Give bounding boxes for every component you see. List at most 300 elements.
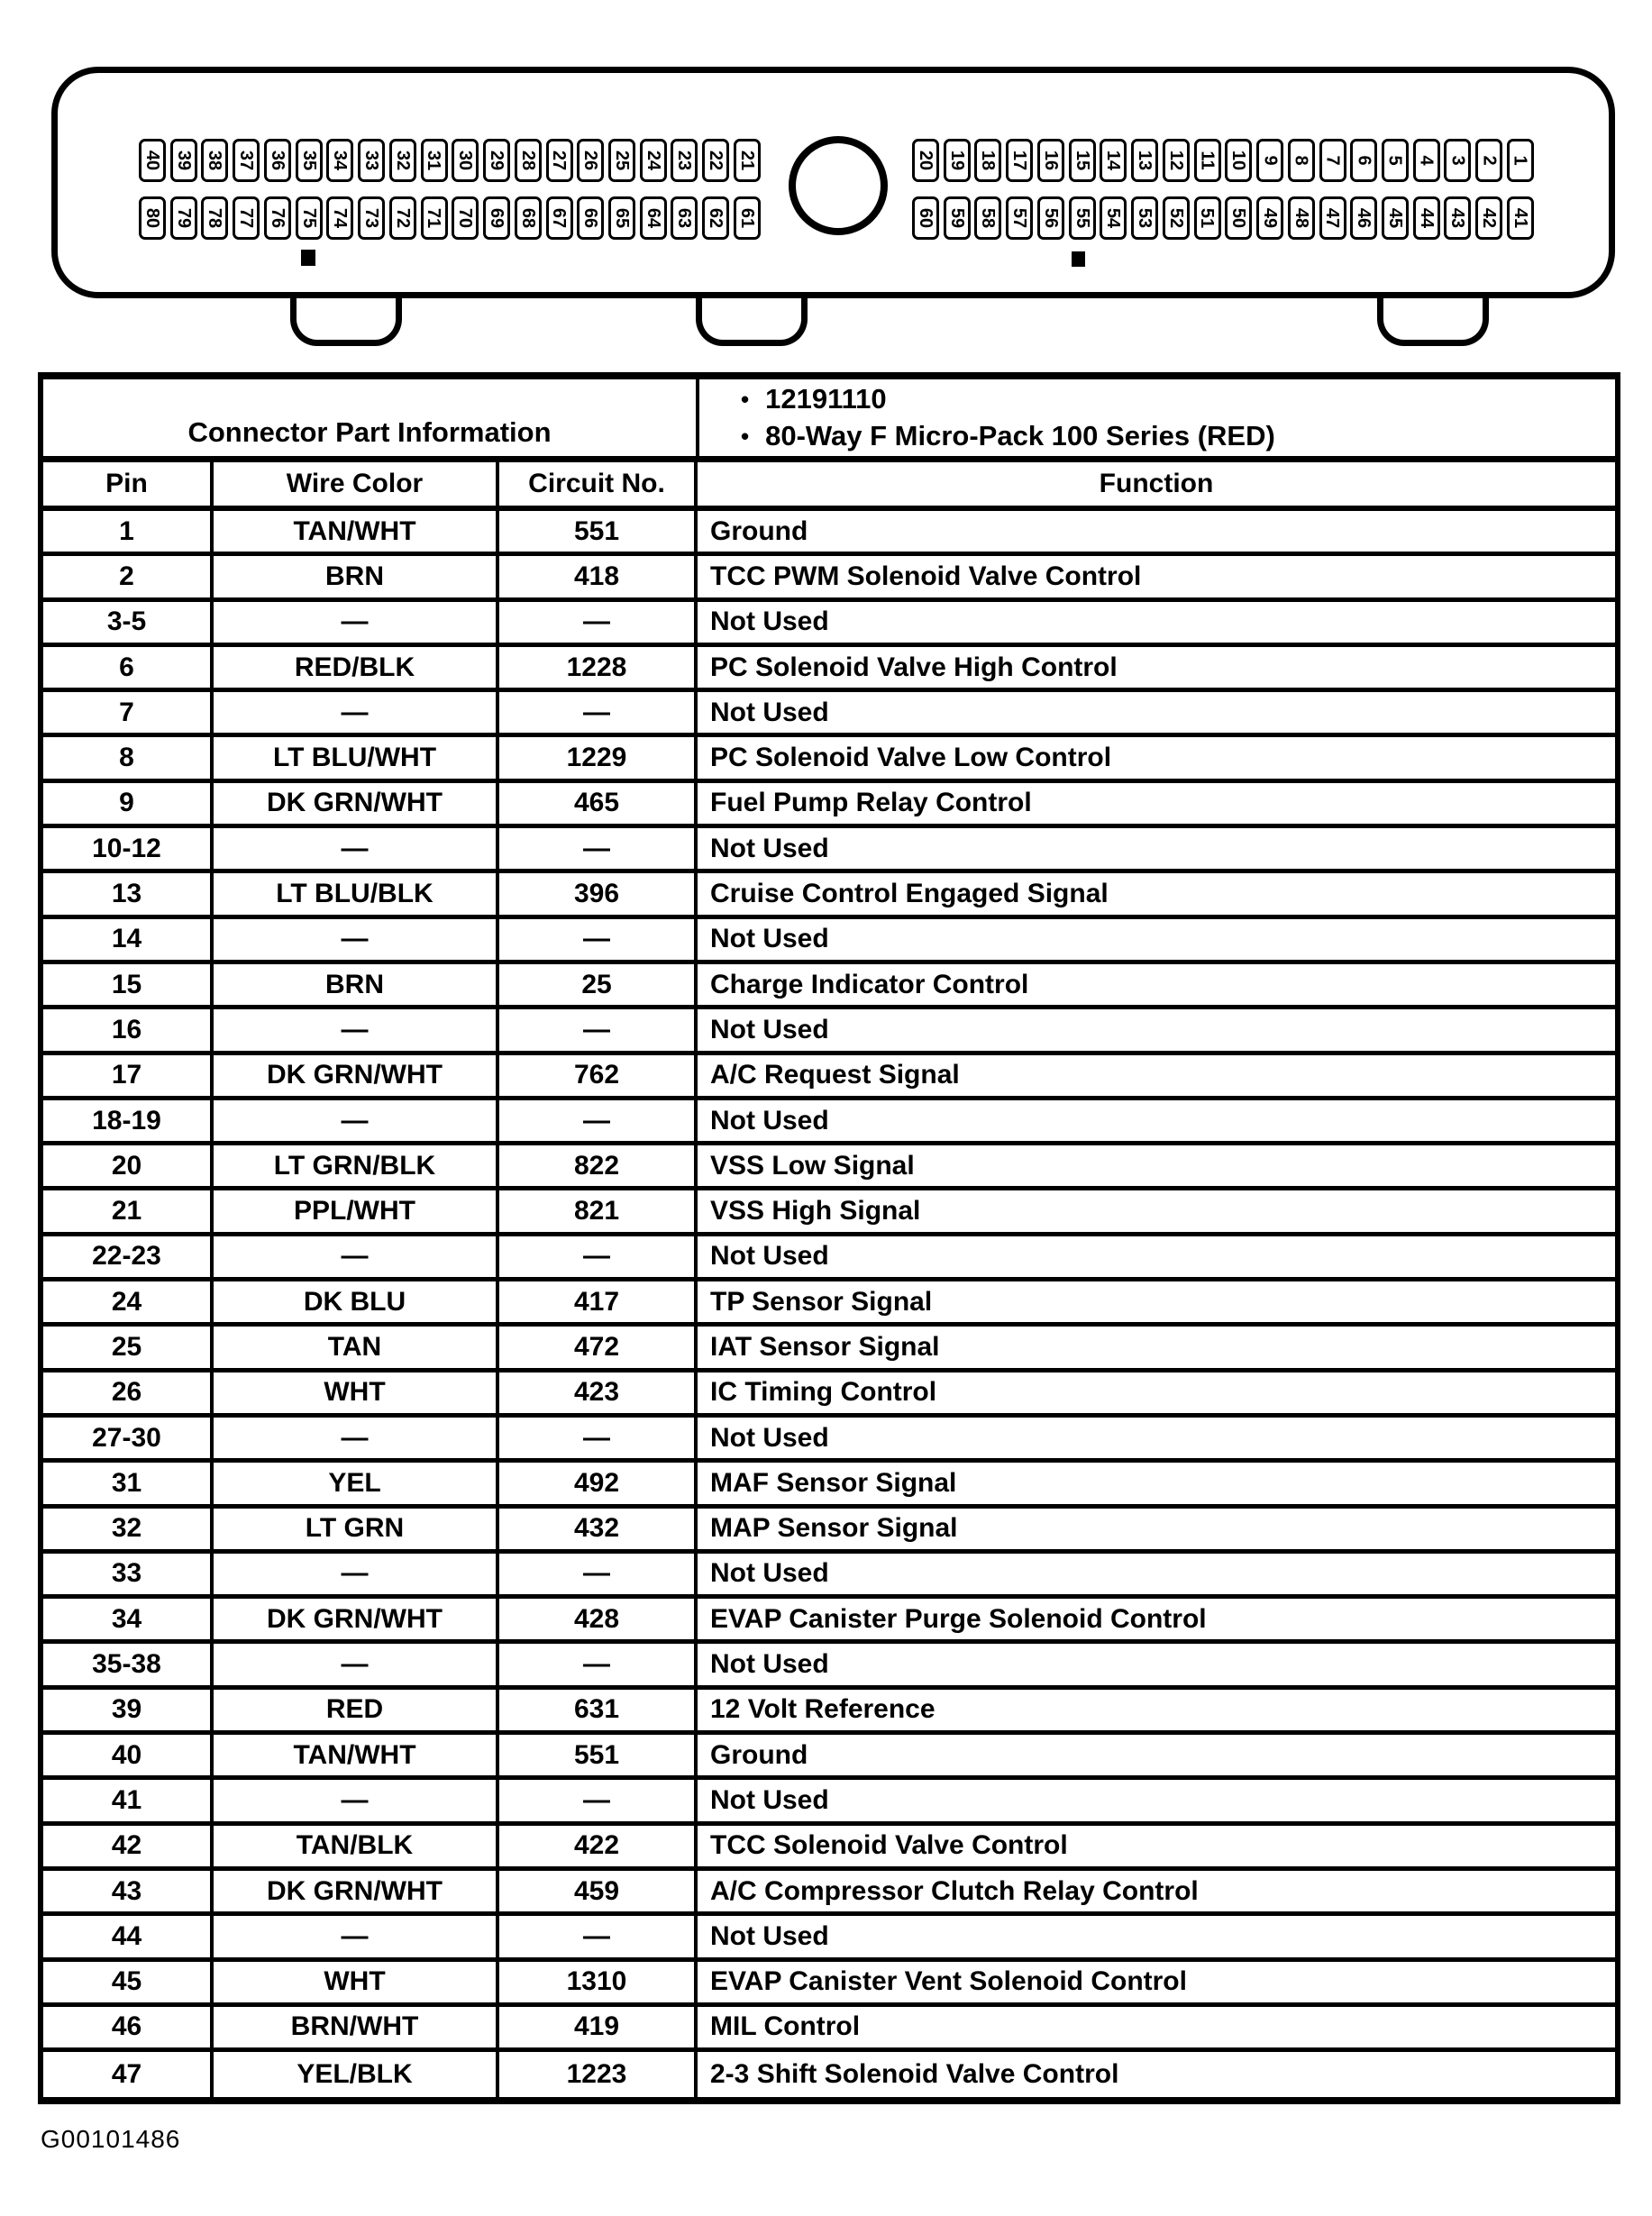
wire-color-cell: — bbox=[214, 1009, 499, 1050]
table-row bbox=[43, 919, 1615, 964]
pin-box bbox=[201, 196, 228, 240]
pin-number: 54 bbox=[1103, 207, 1124, 229]
pin-cell: 16 bbox=[43, 1009, 214, 1050]
wire-color-cell: RED bbox=[214, 1690, 499, 1730]
pin-box bbox=[671, 196, 698, 240]
pin-number: 11 bbox=[1197, 150, 1218, 170]
fn-cell: Not Used bbox=[710, 1784, 829, 1815]
fn-cell: MIL Control bbox=[710, 2011, 861, 2042]
circuit-cell: — bbox=[499, 602, 698, 643]
circuit-cell: 1228 bbox=[499, 647, 698, 688]
circuit-cell: — bbox=[499, 1100, 698, 1141]
pin-cell: 45 bbox=[43, 1962, 214, 2002]
pin-box bbox=[608, 139, 635, 182]
circuit-cell: — bbox=[499, 1554, 698, 1594]
pin-number: 76 bbox=[267, 207, 288, 229]
pin-cell: 40 bbox=[43, 1735, 214, 1775]
pin-number: 18 bbox=[978, 150, 999, 171]
pin-box bbox=[358, 139, 385, 182]
wire-color-cell: DK GRN/WHT bbox=[214, 1871, 499, 1911]
pin-number: 6 bbox=[1354, 155, 1374, 166]
pin-box bbox=[170, 139, 197, 182]
pin-box bbox=[1256, 139, 1283, 182]
table-row bbox=[43, 1554, 1615, 1599]
pin-number: 53 bbox=[1135, 207, 1155, 229]
pin-number: 58 bbox=[978, 207, 999, 229]
table-row bbox=[43, 1690, 1615, 1735]
pin-number: 43 bbox=[1447, 207, 1468, 229]
pin-box bbox=[1444, 196, 1471, 240]
connector-series: 80-Way F Micro-Pack 100 Series (RED) bbox=[765, 419, 1275, 451]
table-row bbox=[43, 2007, 1615, 2052]
fn-cell: VSS High Signal bbox=[710, 1196, 921, 1227]
index-marker-left bbox=[301, 250, 315, 266]
circuit-cell: 432 bbox=[499, 1509, 698, 1549]
fn-cell: Charge Indicator Control bbox=[710, 969, 1029, 999]
pin-number: 67 bbox=[549, 207, 570, 229]
wire-color-cell: TAN/BLK bbox=[214, 1826, 499, 1866]
wire-color-cell: TAN/WHT bbox=[214, 1735, 499, 1775]
table-row bbox=[43, 692, 1615, 737]
pin-number: 29 bbox=[487, 150, 507, 171]
pin-number: 4 bbox=[1416, 155, 1437, 166]
pin-number: 15 bbox=[1072, 150, 1092, 171]
pin-box bbox=[577, 196, 604, 240]
pin-number: 21 bbox=[736, 150, 757, 171]
pin-row-right-bottom bbox=[912, 196, 1534, 240]
table-row bbox=[43, 1009, 1615, 1054]
wire-color-cell: WHT bbox=[214, 1372, 499, 1413]
circuit-cell: — bbox=[499, 1418, 698, 1458]
pin-number: 77 bbox=[236, 207, 257, 229]
table-row bbox=[43, 1509, 1615, 1554]
pin-number: 32 bbox=[392, 150, 413, 171]
bullet-icon: • bbox=[741, 422, 750, 450]
pin-number: 24 bbox=[643, 150, 663, 171]
table-row bbox=[43, 783, 1615, 828]
pin-box bbox=[264, 139, 291, 182]
pin-box bbox=[1288, 139, 1315, 182]
fn-cell: Not Used bbox=[710, 924, 829, 954]
pin-cell: 22-23 bbox=[43, 1236, 214, 1277]
pin-number: 2 bbox=[1479, 155, 1500, 166]
column-header-circuit-no: Circuit No. bbox=[499, 462, 698, 506]
table-row bbox=[43, 647, 1615, 692]
wire-color-cell: — bbox=[214, 1644, 499, 1684]
pin-box bbox=[671, 139, 698, 182]
pin-number: 46 bbox=[1354, 207, 1374, 229]
fn-cell: A/C Request Signal bbox=[710, 1060, 960, 1090]
pin-number: 22 bbox=[706, 150, 726, 171]
pin-box bbox=[326, 196, 353, 240]
fn-cell: VSS Low Signal bbox=[710, 1150, 915, 1181]
pin-box bbox=[1225, 139, 1252, 182]
pin-box bbox=[170, 196, 197, 240]
wire-color-cell: TAN bbox=[214, 1327, 499, 1367]
table-row bbox=[43, 964, 1615, 1009]
table-row bbox=[43, 1372, 1615, 1418]
circuit-cell: 423 bbox=[499, 1372, 698, 1413]
bullet-icon: • bbox=[741, 386, 750, 414]
pin-cell: 14 bbox=[43, 919, 214, 960]
pin-number: 10 bbox=[1228, 150, 1249, 171]
table-body bbox=[43, 511, 1615, 2097]
pin-box bbox=[452, 196, 479, 240]
index-marker-right bbox=[1072, 251, 1085, 267]
pin-box bbox=[483, 196, 510, 240]
pin-number: 30 bbox=[455, 150, 476, 171]
connector-series-line bbox=[741, 420, 1615, 452]
pin-box bbox=[296, 196, 323, 240]
pin-number: 62 bbox=[706, 207, 726, 229]
pin-cell: 41 bbox=[43, 1780, 214, 1820]
table-row bbox=[43, 511, 1615, 556]
pin-number: 16 bbox=[1040, 150, 1061, 171]
pin-box bbox=[1006, 139, 1033, 182]
pin-box bbox=[1444, 139, 1471, 182]
circuit-cell: 472 bbox=[499, 1327, 698, 1367]
pin-number: 69 bbox=[487, 207, 507, 229]
fn-cell: Not Used bbox=[710, 1422, 829, 1453]
wire-color-cell: TAN/WHT bbox=[214, 511, 499, 552]
pin-number: 74 bbox=[330, 207, 351, 229]
pin-box bbox=[389, 196, 416, 240]
pin-box bbox=[1288, 196, 1315, 240]
wire-color-cell: — bbox=[214, 602, 499, 643]
circuit-cell: 422 bbox=[499, 1826, 698, 1866]
pin-box bbox=[515, 196, 542, 240]
pin-number: 50 bbox=[1228, 207, 1249, 229]
pin-cell: 15 bbox=[43, 964, 214, 1005]
fn-cell: Fuel Pump Relay Control bbox=[710, 788, 1032, 818]
wire-color-cell: — bbox=[214, 1554, 499, 1594]
wire-color-cell: BRN bbox=[214, 964, 499, 1005]
pin-number: 72 bbox=[392, 207, 413, 229]
pin-number: 59 bbox=[946, 207, 967, 229]
circuit-cell: 822 bbox=[499, 1145, 698, 1186]
pin-cell: 43 bbox=[43, 1871, 214, 1911]
pin-box bbox=[139, 139, 166, 182]
fn-cell: Not Used bbox=[710, 1105, 829, 1135]
part-number-line bbox=[741, 383, 1615, 415]
pin-cell: 32 bbox=[43, 1509, 214, 1549]
table-row bbox=[43, 1962, 1615, 2007]
pin-number: 47 bbox=[1322, 207, 1343, 229]
table-row bbox=[43, 1599, 1615, 1644]
pin-number: 48 bbox=[1291, 207, 1311, 229]
pin-box bbox=[483, 139, 510, 182]
pin-number: 13 bbox=[1135, 150, 1155, 171]
fn-cell: Ground bbox=[710, 515, 808, 546]
pin-cell: 7 bbox=[43, 692, 214, 733]
pin-cell: 10-12 bbox=[43, 828, 214, 869]
pin-cell: 3-5 bbox=[43, 602, 214, 643]
circuit-cell: 1229 bbox=[499, 737, 698, 778]
circuit-cell: 492 bbox=[499, 1463, 698, 1503]
pin-box bbox=[421, 196, 448, 240]
pin-number: 52 bbox=[1165, 207, 1186, 229]
pin-cell: 27-30 bbox=[43, 1418, 214, 1458]
pin-number: 9 bbox=[1260, 155, 1281, 166]
pin-number: 36 bbox=[267, 150, 288, 171]
pin-number: 60 bbox=[916, 207, 936, 229]
circuit-cell: — bbox=[499, 1009, 698, 1050]
pin-number: 35 bbox=[298, 150, 319, 171]
pin-box bbox=[577, 139, 604, 182]
circuit-cell: 1223 bbox=[499, 2052, 698, 2097]
table-row bbox=[43, 2052, 1615, 2097]
pin-box bbox=[734, 139, 761, 182]
pin-box bbox=[702, 196, 729, 240]
figure-id-label: G00101486 bbox=[41, 2125, 181, 2153]
circuit-cell: — bbox=[499, 692, 698, 733]
wire-color-cell: BRN bbox=[214, 556, 499, 597]
table-row bbox=[43, 1327, 1615, 1372]
circuit-cell: 25 bbox=[499, 964, 698, 1005]
pin-row-right-top bbox=[912, 139, 1534, 182]
fn-cell: Not Used bbox=[710, 1241, 829, 1272]
pin-number: 38 bbox=[205, 150, 225, 171]
pin-box bbox=[1319, 196, 1346, 240]
wire-color-cell: PPL/WHT bbox=[214, 1190, 499, 1231]
wire-color-cell: DK GRN/WHT bbox=[214, 1599, 499, 1639]
pin-number: 51 bbox=[1197, 207, 1218, 229]
circuit-cell: 459 bbox=[499, 1871, 698, 1911]
pin-cell: 8 bbox=[43, 737, 214, 778]
pin-number: 71 bbox=[424, 207, 444, 229]
table-row bbox=[43, 1780, 1615, 1825]
circuit-cell: — bbox=[499, 828, 698, 869]
pin-box bbox=[1037, 196, 1064, 240]
wire-color-cell: LT BLU/WHT bbox=[214, 737, 499, 778]
table-row bbox=[43, 1055, 1615, 1100]
wire-color-cell: LT GRN bbox=[214, 1509, 499, 1549]
fn-cell: Not Used bbox=[710, 833, 829, 863]
table-row bbox=[43, 1463, 1615, 1508]
pin-cell: 6 bbox=[43, 647, 214, 688]
pin-number: 12 bbox=[1165, 150, 1186, 171]
circuit-cell: 465 bbox=[499, 783, 698, 824]
pin-cell: 2 bbox=[43, 556, 214, 597]
wire-color-cell: — bbox=[214, 1100, 499, 1141]
wire-color-cell: — bbox=[214, 1780, 499, 1820]
wire-color-cell: YEL bbox=[214, 1463, 499, 1503]
table-row bbox=[43, 1735, 1615, 1780]
table-row bbox=[43, 873, 1615, 918]
pin-box bbox=[1069, 196, 1096, 240]
circuit-cell: 428 bbox=[499, 1599, 698, 1639]
pin-box bbox=[1069, 139, 1096, 182]
column-header-function: Function bbox=[1099, 469, 1214, 498]
pin-box bbox=[734, 196, 761, 240]
pin-cell: 25 bbox=[43, 1327, 214, 1367]
pin-box bbox=[358, 196, 385, 240]
pin-box bbox=[912, 139, 939, 182]
circuit-cell: 1310 bbox=[499, 1962, 698, 2002]
table-column-headers bbox=[43, 462, 1615, 511]
fn-cell: 2-3 Shift Solenoid Valve Control bbox=[710, 2059, 1119, 2090]
fn-cell: Not Used bbox=[710, 606, 829, 637]
wire-color-cell: DK GRN/WHT bbox=[214, 783, 499, 824]
pin-number: 17 bbox=[1009, 150, 1030, 171]
pin-number: 80 bbox=[142, 207, 162, 229]
pin-cell: 39 bbox=[43, 1690, 214, 1730]
wire-color-cell: BRN/WHT bbox=[214, 2007, 499, 2047]
pin-cell: 21 bbox=[43, 1190, 214, 1231]
pin-box bbox=[1413, 139, 1440, 182]
pin-box bbox=[1256, 196, 1283, 240]
wire-color-cell: — bbox=[214, 919, 499, 960]
table-row bbox=[43, 1644, 1615, 1689]
pin-number: 14 bbox=[1103, 150, 1124, 171]
pin-cell: 34 bbox=[43, 1599, 214, 1639]
table-row bbox=[43, 828, 1615, 873]
pin-number: 25 bbox=[612, 150, 633, 171]
pin-box bbox=[1100, 196, 1127, 240]
circuit-cell: 419 bbox=[499, 2007, 698, 2047]
pin-box bbox=[296, 139, 323, 182]
pin-cell: 17 bbox=[43, 1055, 214, 1096]
pin-box bbox=[421, 139, 448, 182]
circuit-cell: 821 bbox=[499, 1190, 698, 1231]
pin-box bbox=[1194, 196, 1221, 240]
pin-box bbox=[1006, 196, 1033, 240]
circuit-cell: — bbox=[499, 919, 698, 960]
pin-cell: 35-38 bbox=[43, 1644, 214, 1684]
pin-number: 70 bbox=[455, 207, 476, 229]
table-row bbox=[43, 1916, 1615, 1961]
pin-box bbox=[1475, 196, 1502, 240]
pin-box bbox=[1475, 139, 1502, 182]
pin-number: 8 bbox=[1291, 155, 1311, 166]
wire-color-cell: — bbox=[214, 828, 499, 869]
pin-box bbox=[1194, 139, 1221, 182]
pin-number: 45 bbox=[1385, 207, 1406, 229]
pin-number: 40 bbox=[142, 150, 162, 171]
pin-box bbox=[1131, 196, 1158, 240]
wire-color-cell: DK BLU bbox=[214, 1281, 499, 1322]
part-info-details bbox=[699, 379, 1615, 456]
fn-cell: MAF Sensor Signal bbox=[710, 1467, 957, 1498]
wire-color-cell: — bbox=[214, 1418, 499, 1458]
fn-cell: Ground bbox=[710, 1739, 808, 1770]
column-header-wire-color: Wire Color bbox=[214, 462, 499, 506]
pin-cell: 31 bbox=[43, 1463, 214, 1503]
table-row bbox=[43, 1418, 1615, 1463]
pin-number: 39 bbox=[173, 150, 194, 171]
pin-box bbox=[1507, 139, 1534, 182]
fn-cell: PC Solenoid Valve High Control bbox=[710, 652, 1118, 682]
circuit-cell: 631 bbox=[499, 1690, 698, 1730]
pin-box bbox=[1131, 139, 1158, 182]
pin-number: 63 bbox=[674, 207, 695, 229]
wire-color-cell: LT BLU/BLK bbox=[214, 873, 499, 914]
pin-box bbox=[974, 196, 1001, 240]
column-header-pin: Pin bbox=[43, 462, 214, 506]
pin-number: 66 bbox=[580, 207, 601, 229]
circuit-cell: 418 bbox=[499, 556, 698, 597]
connector-mount-tab bbox=[696, 292, 808, 346]
pin-box bbox=[201, 139, 228, 182]
pin-number: 55 bbox=[1072, 207, 1092, 229]
pin-number: 65 bbox=[612, 207, 633, 229]
fn-cell: TCC Solenoid Valve Control bbox=[710, 1830, 1068, 1861]
pin-box bbox=[1350, 196, 1377, 240]
pin-box bbox=[1163, 139, 1190, 182]
table-row bbox=[43, 1190, 1615, 1236]
connector-mount-tab bbox=[290, 292, 402, 346]
pin-number: 75 bbox=[298, 207, 319, 229]
pin-box bbox=[1507, 196, 1534, 240]
pin-box bbox=[452, 139, 479, 182]
circuit-cell: 762 bbox=[499, 1055, 698, 1096]
table-row bbox=[43, 1145, 1615, 1190]
pin-number: 42 bbox=[1479, 207, 1500, 229]
part-number: 12191110 bbox=[765, 383, 887, 415]
table-row bbox=[43, 737, 1615, 782]
pin-number: 73 bbox=[361, 207, 382, 229]
table-row bbox=[43, 556, 1615, 601]
wire-color-cell: — bbox=[214, 1916, 499, 1956]
wire-color-cell: YEL/BLK bbox=[214, 2052, 499, 2097]
pin-box bbox=[264, 196, 291, 240]
pin-cell: 13 bbox=[43, 873, 214, 914]
circuit-cell: 417 bbox=[499, 1281, 698, 1322]
pin-box bbox=[1382, 196, 1409, 240]
pin-cell: 44 bbox=[43, 1916, 214, 1956]
pin-box bbox=[233, 139, 260, 182]
fn-cell: IC Timing Control bbox=[710, 1377, 937, 1408]
pin-cell: 20 bbox=[43, 1145, 214, 1186]
pin-box bbox=[1413, 196, 1440, 240]
pin-number: 31 bbox=[424, 150, 444, 171]
pin-number: 3 bbox=[1447, 155, 1468, 166]
pin-number: 5 bbox=[1385, 155, 1406, 166]
pin-box bbox=[608, 196, 635, 240]
pin-box bbox=[389, 139, 416, 182]
pin-cell: 33 bbox=[43, 1554, 214, 1594]
pin-box bbox=[1225, 196, 1252, 240]
pin-number: 57 bbox=[1009, 207, 1030, 229]
pin-box bbox=[702, 139, 729, 182]
fn-cell: TCC PWM Solenoid Valve Control bbox=[710, 561, 1142, 591]
table-row bbox=[43, 1236, 1615, 1281]
pin-number: 68 bbox=[517, 207, 538, 229]
fn-cell: EVAP Canister Vent Solenoid Control bbox=[710, 1966, 1187, 1997]
pin-box bbox=[944, 139, 971, 182]
pin-cell: 18-19 bbox=[43, 1100, 214, 1141]
pin-cell: 46 bbox=[43, 2007, 214, 2047]
pin-number: 33 bbox=[361, 150, 382, 171]
fn-cell: Not Used bbox=[710, 1920, 829, 1951]
pin-number: 64 bbox=[643, 207, 663, 229]
pin-number: 28 bbox=[517, 150, 538, 171]
pin-number: 56 bbox=[1040, 207, 1061, 229]
pin-number: 20 bbox=[916, 150, 936, 171]
pin-cell: 42 bbox=[43, 1826, 214, 1866]
fn-cell: Not Used bbox=[710, 1014, 829, 1044]
fn-cell: Not Used bbox=[710, 1558, 829, 1589]
circuit-cell: — bbox=[499, 1780, 698, 1820]
pin-box bbox=[1319, 139, 1346, 182]
pin-box bbox=[912, 196, 939, 240]
pin-row-left-top bbox=[139, 139, 761, 182]
circuit-cell: — bbox=[499, 1236, 698, 1277]
pin-box bbox=[1163, 196, 1190, 240]
fn-cell: Not Used bbox=[710, 697, 829, 727]
table-row bbox=[43, 1100, 1615, 1145]
pin-box bbox=[1382, 139, 1409, 182]
